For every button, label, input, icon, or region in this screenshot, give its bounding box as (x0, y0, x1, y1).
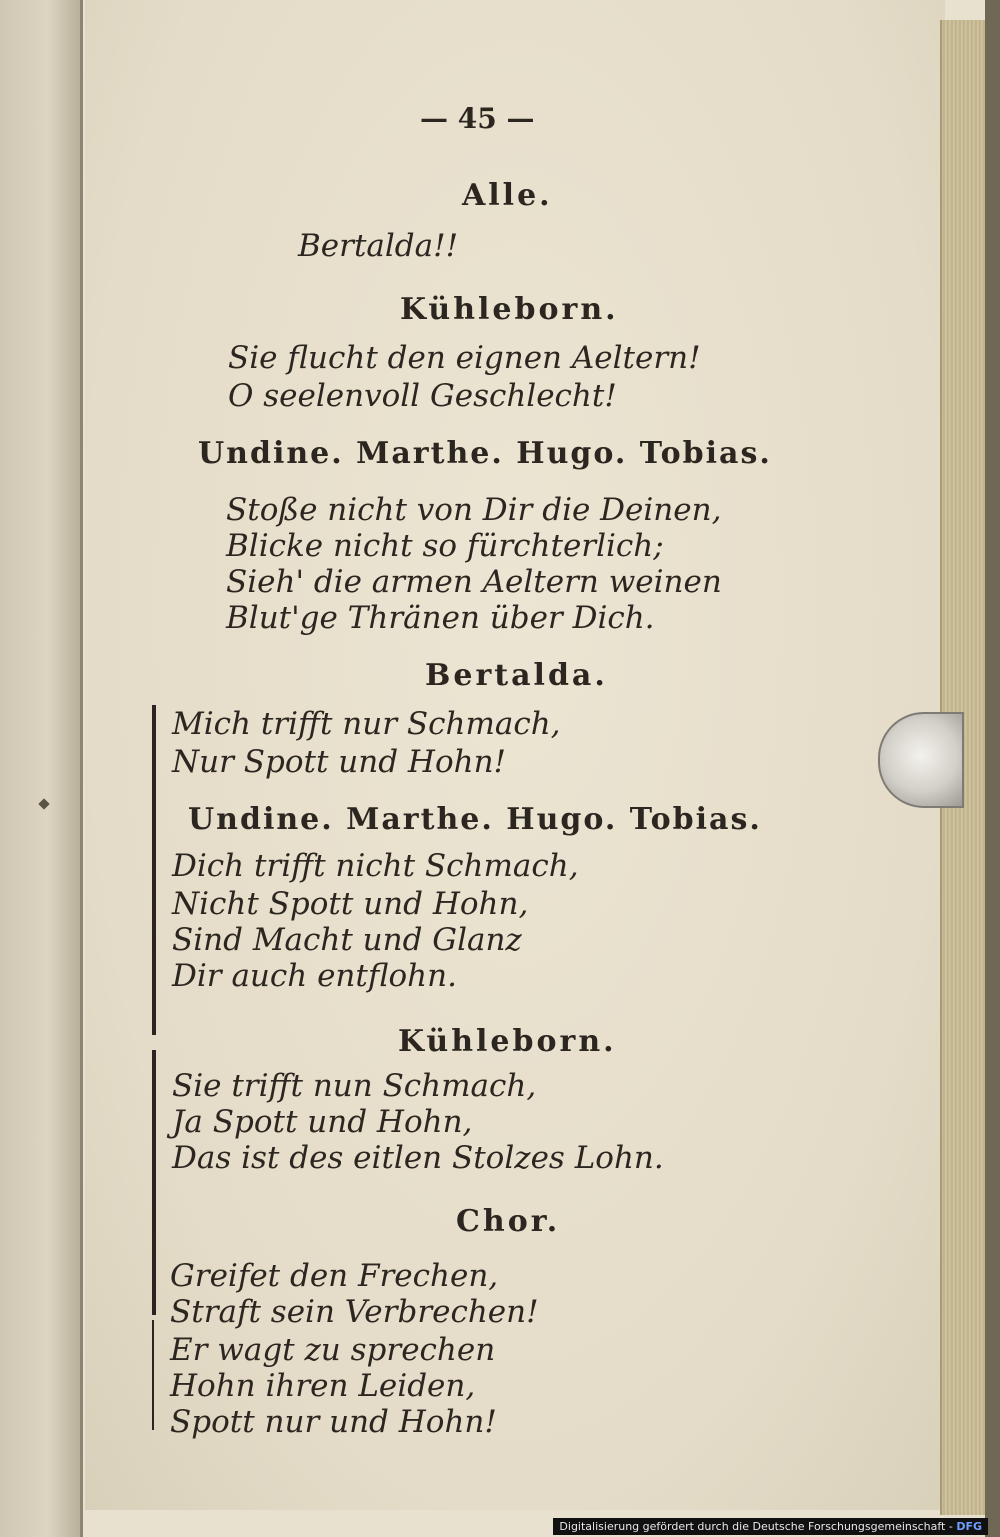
speaker-heading: Bertalda. (425, 658, 608, 693)
verse-line: Dir auch entflohn. (172, 958, 457, 994)
right-shadow (985, 0, 1000, 1537)
verse-line: Spott nur und Hohn! (170, 1404, 497, 1440)
speaker-heading: Undine. Marthe. Hugo. Tobias. (198, 436, 772, 471)
verse-line: O seelenvoll Geschlecht! (228, 378, 617, 414)
footer-text: Digitalisierung gefördert durch die Deutsche Forschungsgemeinschaft - (559, 1520, 953, 1533)
verse-line: Sind Macht und Glanz (172, 922, 522, 958)
verse-line: Sieh' die armen Aeltern weinen (226, 564, 722, 600)
footer-credit (553, 1518, 988, 1535)
verse-line: Sie flucht den eignen Aeltern! (228, 340, 701, 376)
speaker-heading: Undine. Marthe. Hugo. Tobias. (188, 802, 762, 837)
speaker-heading: Chor. (456, 1204, 561, 1239)
verse-line: Greifet den Frechen, (170, 1258, 499, 1294)
page-number: — 45 — (420, 102, 535, 135)
verse-line: Bertalda!! (298, 228, 459, 264)
verse-line: Er wagt zu sprechen (170, 1332, 496, 1368)
speaker-heading: Kühleborn. (400, 292, 619, 327)
verse-line: Mich trifft nur Schmach, (172, 706, 561, 742)
verse-line: Nur Spott und Hohn! (172, 744, 506, 780)
verse-line: Straft sein Verbrechen! (170, 1294, 539, 1330)
margin-bracket-tail (152, 1320, 154, 1430)
dfg-logo: DFG (956, 1520, 982, 1533)
verse-line: Hohn ihren Leiden, (170, 1368, 476, 1404)
speaker-heading: Alle. (462, 178, 553, 213)
verse-line: Nicht Spott und Hohn, (172, 886, 529, 922)
verse-line: Das ist des eitlen Stolzes Lohn. (172, 1140, 664, 1176)
margin-bracket-upper (152, 705, 156, 1035)
verse-line: Sie trifft nun Schmach, (172, 1068, 537, 1104)
verse-line: Ja Spott und Hohn, (172, 1104, 473, 1140)
thumb-tab (878, 712, 964, 808)
verse-line: Blut'ge Thränen über Dich. (226, 600, 655, 636)
margin-bracket-lower (152, 1050, 156, 1315)
verse-line: Stoße nicht von Dir die Deinen, (226, 492, 722, 528)
verse-line: Dich trifft nicht Schmach, (172, 848, 579, 884)
verse-line: Blicke nicht so fürchterlich; (226, 528, 664, 564)
speaker-heading: Kühleborn. (398, 1024, 617, 1059)
left-page-edge (0, 0, 83, 1537)
